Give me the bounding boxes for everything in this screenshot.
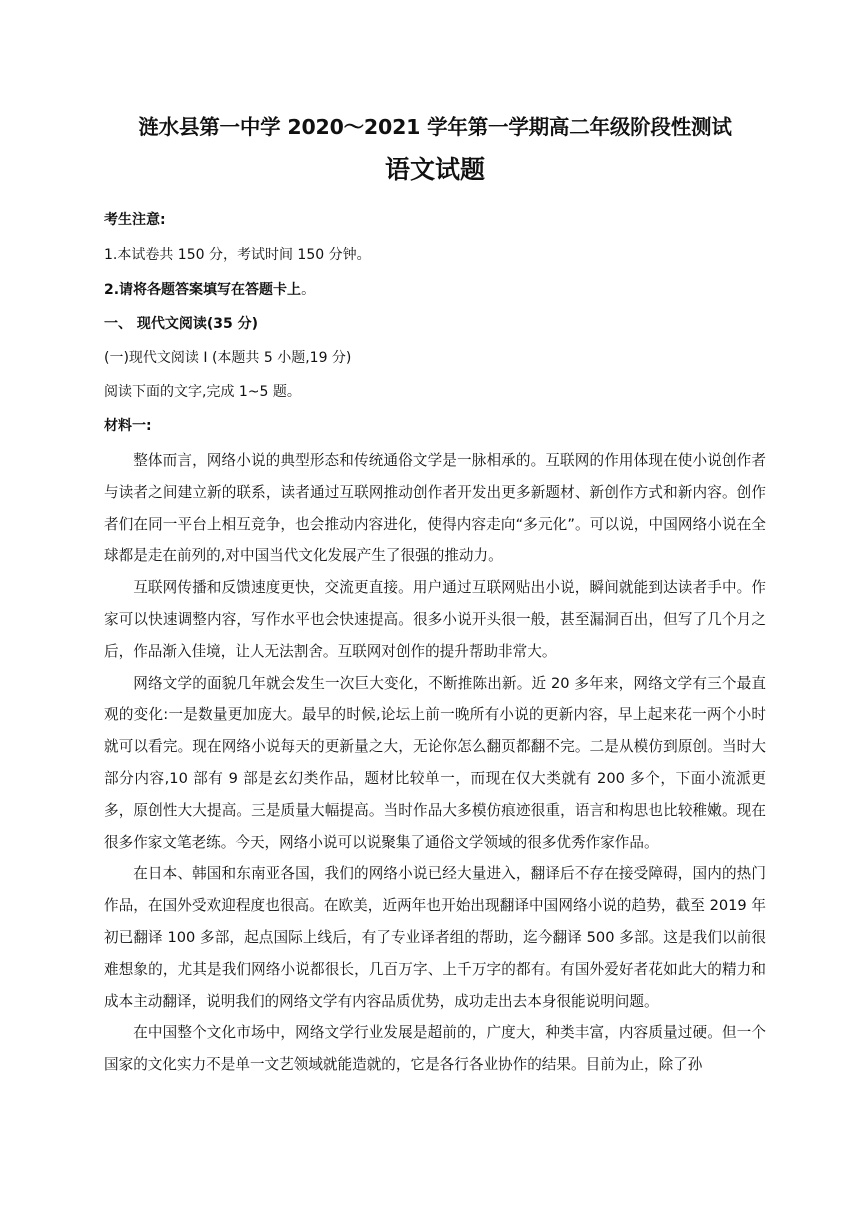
section-1-title: 一、 现代文阅读(35 分) <box>104 316 259 332</box>
paragraph-2: 互联网传播和反馈速度更快，交流更直接。用户通过互联网贴出小说，瞬间就能到达读者手中。作家可以快速调整内容，写作水平也会快速提高。很多小说开头很一般，甚至漏洞百出，但写了几个月之后，作品渐入佳境，让人无法割舍。互联网对创作的提升帮助非常大。 <box>104 579 766 660</box>
notice-item-1: 1.本试卷共 150 分，考试时间 150 分钟。 <box>104 247 371 263</box>
notice-item-2-text: 2.请将各题答案填写在答题卡上 <box>104 282 302 298</box>
reading-instruction: 阅读下面的文字,完成 1~5 题。 <box>104 384 301 400</box>
paragraph-1: 整体而言，网络小说的典型形态和传统通俗文学是一脉相承的。互联网的作用体现在使小说创作者与读者之间建立新的联系，读者通过互联网推动创作者开发出更多新题材、新创作方式和新内容。创作者们在同一平台上相互竞争，也会推动内容进化，使得内容走向“多元化”。可以说，中国网络小说在全球都是走在前列的,对中国当代文化发展产生了很强的推动力。 <box>104 452 766 565</box>
paragraph-4: 在日本、韩国和东南亚各国，我们的网络小说已经大量进入，翻译后不存在接受障碍，国内的热门作品，在国外受欢迎程度也很高。在欧美，近两年也开始出现翻译中国网络小说的趋势，截至 2019 年初已翻译 100 多部，起点国际上线后，有了专业译者组的帮助，迄今翻译 500 多部。这是我们以前很难想象的，尤其是我们网络小说都很长，几百万字、上千万字的都有。有国外爱好者花如此大的精力和成本主动翻译，说明我们的网络文学有内容品质优势，成功走出去本身很能说明问题。 <box>104 865 766 1010</box>
notice-heading: 考生注意: <box>104 212 166 228</box>
notice-item-2 <box>104 280 766 300</box>
exam-title: 涟水县第一中学 2020～2021 学年第一学期高二年级阶段性测试 <box>138 115 732 139</box>
section-1-subtitle: (一)现代文阅读 I (本题共 5 小题,19 分) <box>104 350 352 366</box>
paragraph-3: 网络文学的面貌几年就会发生一次巨大变化，不断推陈出新。近 20 多年来，网络文学有三个最直观的变化:一是数量更加庞大。最早的时候,论坛上前一晚所有小说的更新内容，早上起来花一两个小时就可以看完。现在网络小说每天的更新量之大，无论你怎么翻页都翻不完。二是从模仿到原创。当时大部分内容,10 部有 9 部是玄幻类作品，题材比较单一，而现在仅大类就有 200 多个，下面小流派更多，原创性大大提高。三是质量大幅提高。当时作品大多模仿痕迹很重，语言和构思也比较稚嫩。现在很多作家文笔老练。今天，网络小说可以说聚集了通俗文学领域的很多优秀作家作品。 <box>104 674 766 851</box>
exam-subtitle: 语文试题 <box>384 155 485 184</box>
material-label: 材料一: <box>104 418 152 434</box>
paragraph-5: 在中国整个文化市场中，网络文学行业发展是超前的，广度大，种类丰富，内容质量过硬。但一个国家的文化实力不是单一文艺领域就能造就的，它是各行各业协作的结果。目前为止，除了孙 <box>104 1024 766 1074</box>
material-body <box>104 445 766 1081</box>
notice-item-2-end: 。 <box>301 282 316 298</box>
